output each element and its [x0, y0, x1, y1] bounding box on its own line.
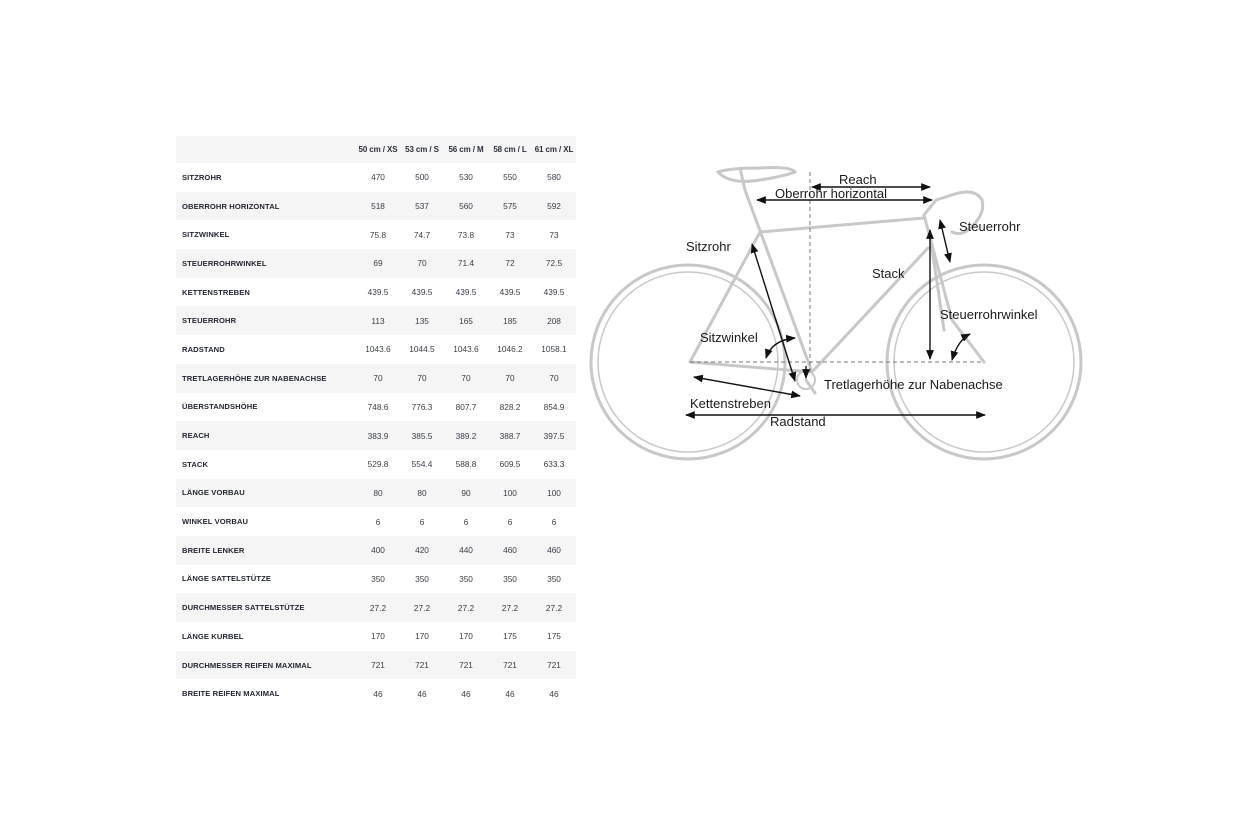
table-cell: 807.7 — [455, 401, 477, 412]
table-cell: 385.5 — [400, 421, 444, 450]
table-cell: 170 — [459, 631, 473, 642]
table-cell: 27.2 — [488, 593, 532, 622]
label-sitzwinkel: Sitzwinkel — [700, 330, 758, 345]
table-cell: 100 — [488, 479, 532, 508]
table-cell: 70 — [488, 364, 532, 393]
table-cell: 776.3 — [411, 401, 433, 412]
table-cell: 350 — [415, 573, 429, 584]
table-cell: 75.8 — [369, 229, 387, 240]
table-cell: 113 — [356, 306, 400, 335]
table-cell: 46 — [417, 688, 427, 699]
table-cell: 46 — [549, 688, 559, 699]
row-label: SITZWINKEL — [182, 230, 230, 240]
table-cell: 73 — [505, 229, 515, 240]
label-stack: Stack — [872, 266, 905, 281]
table-cell: 1043.6 — [365, 344, 391, 355]
row-label: KETTENSTREBEN — [182, 287, 250, 297]
table-cell: 592 — [532, 192, 576, 221]
row-label: STEUERROHRWINKEL — [176, 249, 356, 278]
table-cell: 135 — [400, 306, 444, 335]
table-cell: 165 — [444, 306, 488, 335]
table-cell: 748.6 — [367, 401, 389, 412]
table-cell: 439.5 — [411, 287, 433, 298]
table-cell: 6 — [551, 516, 557, 527]
table-cell: 721 — [356, 651, 400, 680]
table-cell: 388.7 — [488, 421, 532, 450]
table-cell: 633.3 — [543, 459, 565, 470]
table-cell: 500 — [415, 172, 429, 183]
table-cell: 575 — [488, 192, 532, 221]
label-sitzrohr: Sitzrohr — [686, 239, 731, 254]
row-label: ÜBERSTANDSHÖHE — [182, 402, 258, 412]
table-cell: 73 — [549, 229, 559, 240]
table-cell: 27.2 — [532, 593, 576, 622]
row-label: STEUERROHR — [176, 306, 356, 335]
table-cell: 350 — [371, 573, 385, 584]
table-cell: 46 — [461, 688, 471, 699]
table-cell: 175 — [503, 631, 517, 642]
table-cell: 175 — [547, 631, 561, 642]
table-cell: 71.4 — [444, 249, 488, 278]
table-cell: 420 — [400, 536, 444, 565]
table-cell: 170 — [415, 631, 429, 642]
table-cell: 550 — [503, 172, 517, 183]
table-cell: 440 — [444, 536, 488, 565]
table-cell: 70 — [400, 249, 444, 278]
table-cell: 554.4 — [411, 459, 433, 470]
table-cell: 27.2 — [444, 593, 488, 622]
table-cell: 460 — [488, 536, 532, 565]
table-cell: 721 — [532, 651, 576, 680]
table-cell: 80 — [356, 479, 400, 508]
table-cell: 70 — [532, 364, 576, 393]
table-cell: 537 — [400, 192, 444, 221]
table-cell: 1058.1 — [541, 344, 567, 355]
size-header: 50 cm / XS — [356, 136, 400, 163]
table-cell: 439.5 — [499, 287, 521, 298]
table-cell: 609.5 — [499, 459, 521, 470]
label-reach: Reach — [839, 172, 877, 187]
label-steuerrohr: Steuerrohr — [959, 219, 1021, 234]
table-cell: 529.8 — [367, 459, 389, 470]
row-label: RADSTAND — [182, 344, 225, 354]
table-cell: 389.2 — [444, 421, 488, 450]
table-cell: 70 — [356, 364, 400, 393]
table-cell: 46 — [373, 688, 383, 699]
row-label: DURCHMESSER SATTELSTÜTZE — [176, 593, 356, 622]
table-cell: 69 — [356, 249, 400, 278]
row-label: OBERROHR HORIZONTAL — [176, 192, 356, 221]
label-radstand: Radstand — [770, 414, 826, 429]
table-cell: 350 — [459, 573, 473, 584]
table-cell: 721 — [400, 651, 444, 680]
size-header: 61 cm / XL — [532, 136, 576, 163]
table-cell: 854.9 — [543, 401, 565, 412]
table-cell: 6 — [507, 516, 513, 527]
row-label: WINKEL VORBAU — [182, 517, 249, 527]
table-cell: 439.5 — [543, 287, 565, 298]
row-label: BREITE LENKER — [176, 536, 356, 565]
table-cell: 518 — [356, 192, 400, 221]
table-cell: 350 — [547, 573, 561, 584]
table-cell: 100 — [532, 479, 576, 508]
table-cell: 27.2 — [356, 593, 400, 622]
row-label: STACK — [182, 459, 209, 469]
bike-frame — [690, 168, 984, 394]
table-cell: 72 — [488, 249, 532, 278]
row-label: DURCHMESSER REIFEN MAXIMAL — [176, 651, 356, 680]
table-cell: 560 — [444, 192, 488, 221]
table-cell: 350 — [503, 573, 517, 584]
table-cell: 170 — [371, 631, 385, 642]
table-cell: 80 — [400, 479, 444, 508]
table-cell: 721 — [444, 651, 488, 680]
label-steuerrohrwinkel: Steuerrohrwinkel — [940, 307, 1038, 322]
table-cell: 1043.6 — [453, 344, 479, 355]
table-cell: 185 — [488, 306, 532, 335]
table-cell: 530 — [459, 172, 473, 183]
table-cell: 27.2 — [400, 593, 444, 622]
label-kettenstreben: Kettenstreben — [690, 396, 771, 411]
table-cell: 74.7 — [413, 229, 431, 240]
table-cell: 397.5 — [532, 421, 576, 450]
row-label: LÄNGE SATTELSTÜTZE — [182, 574, 271, 584]
row-label: LÄNGE VORBAU — [176, 479, 356, 508]
table-cell: 72.5 — [532, 249, 576, 278]
table-cell: 6 — [375, 516, 381, 527]
table-cell: 73.8 — [457, 229, 475, 240]
label-oberrohr: Oberrohr horizontal — [775, 186, 887, 201]
table-cell: 70 — [400, 364, 444, 393]
row-label: SITZROHR — [182, 172, 222, 182]
table-cell: 588.8 — [455, 459, 477, 470]
table-cell: 439.5 — [367, 287, 389, 298]
table-cell: 828.2 — [499, 401, 521, 412]
table-cell: 400 — [356, 536, 400, 565]
table-cell: 6 — [463, 516, 469, 527]
row-label: REACH — [176, 421, 356, 450]
table-cell: 470 — [371, 172, 385, 183]
table-cell: 439.5 — [455, 287, 477, 298]
label-tretlager: Tretlagerhöhe zur Nabenachse — [824, 377, 1003, 392]
table-cell: 580 — [547, 172, 561, 183]
table-cell: 721 — [488, 651, 532, 680]
row-label: BREITE REIFEN MAXIMAL — [182, 689, 280, 699]
row-label: LÄNGE KURBEL — [182, 631, 244, 641]
table-cell: 460 — [532, 536, 576, 565]
table-cell: 383.9 — [356, 421, 400, 450]
table-cell: 208 — [532, 306, 576, 335]
table-cell: 6 — [419, 516, 425, 527]
size-header: 56 cm / M — [444, 136, 488, 163]
table-cell: 90 — [444, 479, 488, 508]
size-header: 53 cm / S — [400, 136, 444, 163]
row-label: TRETLAGERHÖHE ZUR NABENACHSE — [176, 364, 356, 393]
table-cell: 1046.2 — [497, 344, 523, 355]
size-header: 58 cm / L — [488, 136, 532, 163]
table-cell: 46 — [505, 688, 515, 699]
table-cell: 70 — [444, 364, 488, 393]
table-cell: 1044.5 — [409, 344, 435, 355]
